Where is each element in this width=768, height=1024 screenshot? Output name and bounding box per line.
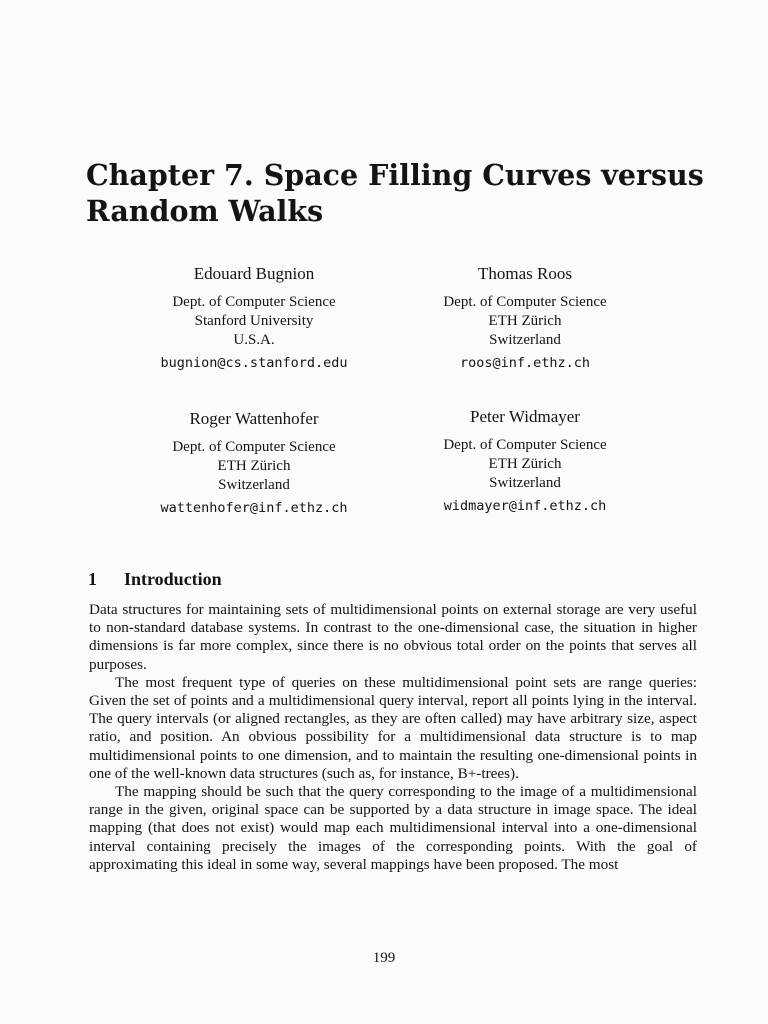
paragraph: The most frequent type of queries on these multidimensional point sets are range queries: Given the set of points and a multidimensional query interval, report all points lying in the interval. The query intervals (or aligned rectangles, as they are often called) may have arbitrary size, aspect ratio, and position. An obvious possibility for a multidimensional data structure is to map multidimensional points to one dimension, and to maintain the resulting one-dimensional points in one of the well-known data structures (such as, for instance, B+-trees). bbox=[89, 673, 697, 782]
author-department: Dept. of Computer Science bbox=[443, 294, 607, 310]
paragraph: The mapping should be such that the query corresponding to the image of a multidimensional range in the given, original space can be supported by a data structure in image space. The ideal mapping (that does not exist) would map each multidimensional interval into a one-dimensional interval containing precisely the images of the corresponding points. With the goal of approximating this ideal in some way, several mappings have been proposed. The most bbox=[89, 783, 697, 873]
author-affiliation bbox=[395, 293, 655, 350]
paragraph: Data structures for maintaining sets of multidimensional points on external storage are very useful to non-standard database systems. In contrast to the one-dimensional case, the situation in higher dimensions is far more complex, since there is no obvious total order on the points that serves all purposes. bbox=[89, 601, 697, 673]
section-heading bbox=[88, 567, 222, 591]
author-name: Thomas Roos bbox=[478, 264, 572, 283]
author-email: widmayer@inf.ethz.ch bbox=[443, 498, 607, 514]
page-number: 199 bbox=[372, 950, 396, 966]
author-institution: ETH Zürich bbox=[217, 458, 291, 474]
author-institution: ETH Zürich bbox=[488, 456, 562, 472]
author-country: Switzerland bbox=[489, 332, 561, 348]
author-affiliation bbox=[124, 438, 384, 495]
author-name: Roger Wattenhofer bbox=[189, 409, 319, 428]
author-affiliation bbox=[395, 436, 655, 493]
section-number: 1 bbox=[88, 569, 97, 589]
author-block bbox=[395, 263, 655, 372]
author-institution: ETH Zürich bbox=[488, 313, 562, 329]
author-department: Dept. of Computer Science bbox=[443, 437, 607, 453]
author-block bbox=[124, 408, 384, 517]
author-name: Edouard Bugnion bbox=[193, 264, 315, 283]
author-email: wattenhofer@inf.ethz.ch bbox=[160, 500, 348, 516]
author-block bbox=[395, 406, 655, 515]
author-country: Switzerland bbox=[218, 477, 290, 493]
author-institution: Stanford University bbox=[194, 313, 314, 329]
author-affiliation bbox=[124, 293, 384, 350]
section-title: Introduction bbox=[124, 569, 222, 589]
author-email: bugnion@cs.stanford.edu bbox=[160, 355, 348, 371]
chapter-title: Chapter 7. Space Filling Curves versus Random Walks bbox=[86, 158, 704, 228]
author-block bbox=[124, 263, 384, 372]
author-country: Switzerland bbox=[489, 475, 561, 491]
author-country: U.S.A. bbox=[233, 332, 275, 348]
author-name: Peter Widmayer bbox=[470, 407, 580, 426]
author-department: Dept. of Computer Science bbox=[172, 439, 336, 455]
body-text bbox=[89, 601, 697, 874]
author-department: Dept. of Computer Science bbox=[172, 294, 336, 310]
author-email: roos@inf.ethz.ch bbox=[459, 355, 591, 371]
